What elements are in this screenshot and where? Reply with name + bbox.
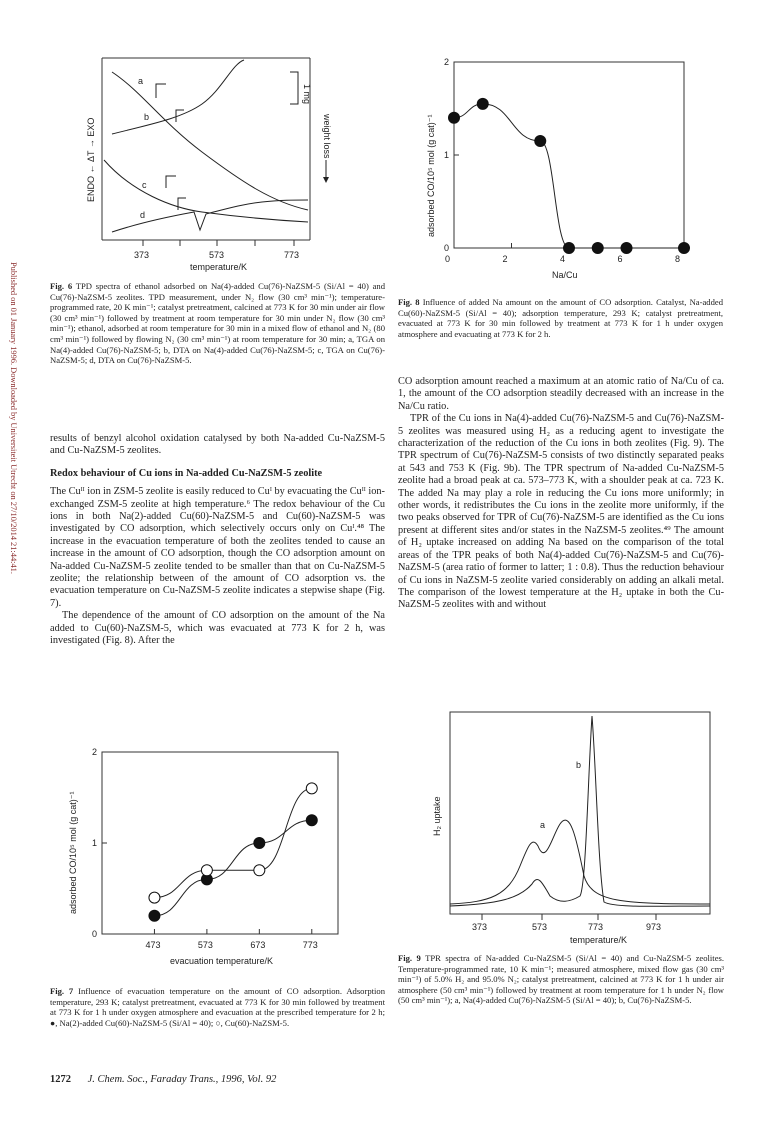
fig7-xtick-label: 773 — [302, 940, 318, 950]
fig7-ytick-label: 0 — [92, 929, 98, 939]
figure-9-caption — [398, 953, 724, 1006]
figure-6-plot — [72, 52, 372, 277]
fig7-caption-text: Influence of evacuation temperature on the amount of CO adsorption. Adsorption temperature, 293 K; catalyst pretreatment, evacuated at 773 K for 30 min followed by treatment at 773 K for 1 h under oxygen atmosphere and evacuation at the prescribed temperature for 2 h; ●, Na(2)-added Cu(60)-NaZSM-5 (Si/Al = 40); ○, Cu(60)-NaZSM-5. — [50, 986, 386, 1028]
download-notice-sidebar — [6, 262, 22, 1042]
fig9-tick-573: 573 — [532, 922, 548, 932]
figure-7 — [60, 744, 360, 966]
fig8-ytick-label: 2 — [444, 57, 450, 67]
right-col-para-2: TPR of the Cu ions in Na(4)-added Cu(76)-NaZSM-5 and Cu(76)-NaZSM-5 zeolites was measured using H₂ as a reducing agent to investigate the characterization of the reduction of the Cu ions in both zeolites (Fig. 9). The TPR spectrum of Cu(76)-NaZSM-5 consists of two distinctly separated peaks at 543 and 753 K (Fig. 9b). The TPR spectrum of Na-added Cu-NaZSM-5 zeolite had a broad peak at ca. 573–773 K, with a shoulder peak at ca. 723 K. The added Na may play a role in reducing the Cu ions more uniformly; in other words, it redistributes the Cu ions in the zeolite more uniformly, if the two peaks observed for TPR of Cu(76)-NaZSM-5 are identified as the Cu ions present at different sites and/or states in the NaZSM-5 zeolites.⁴⁹ The amount of H₂ uptake increased on adding Na based on the comparison of the total areas of the TPR peaks of both Na(4)-added Cu(76)-NaZSM-5 and Cu(76)-NaZSM-5 (area ratio of former to latter; 1 : 0.8). Thus the reduction behaviour of Cu ions in NaZSM-5 zeolite varied considerably on adding an alkali metal. The comparison of the lowest temperature at the H₂ uptake in both the Cu-NaZSM-5 zeolites with and without — [398, 413, 724, 611]
fig9-tick-773: 773 — [588, 922, 604, 932]
page-number: 1272 — [50, 1074, 71, 1085]
fig7-data-point — [149, 910, 160, 921]
fig7-xtick-label: 673 — [250, 940, 266, 950]
fig7-ytick-label: 1 — [92, 838, 98, 848]
fig8-xtick-label: 4 — [560, 254, 566, 264]
fig9-tick-373: 373 — [472, 922, 488, 932]
fig8-data-point — [621, 243, 632, 254]
fig7-data-point — [201, 865, 212, 876]
figure-9 — [420, 706, 720, 946]
fig8-xtick-label: 2 — [502, 254, 508, 264]
fig7-series-line — [154, 820, 311, 916]
fig8-data-point — [592, 243, 603, 254]
fig6-xlabel: temperature/K — [190, 262, 248, 272]
fig6-label-a: a — [138, 76, 144, 86]
fig7-data-point — [306, 783, 317, 794]
fig8-data-point — [477, 98, 488, 109]
fig9-ylabel: H₂ uptake — [432, 796, 442, 836]
fig6-caption-label: Fig. 6 — [50, 281, 73, 291]
figure-8 — [420, 52, 720, 282]
right-col-para-1: CO adsorption amount reached a maximum at an atomic ratio of Na/Cu of ca. 1, the amount of the CO adsorption steadily decreased with an increase in the Na/Cu ratio. — [398, 376, 724, 412]
fig6-tick-373: 373 — [134, 250, 150, 260]
fig7-caption-label: Fig. 7 — [50, 986, 74, 996]
fig8-ytick-label: 1 — [444, 150, 450, 160]
figure-6-caption — [50, 281, 385, 366]
fig8-ytick-label: 0 — [444, 243, 450, 253]
fig7-ytick-label: 2 — [92, 747, 98, 757]
figure-8-plot — [420, 52, 720, 282]
fig9-curve-a — [450, 820, 710, 904]
fig7-series-line — [154, 788, 311, 897]
download-notice-text: Published on 01 January 1996. Downloaded by Universiteit Utrecht on 27/10/2014 21:44:41. — [9, 262, 18, 574]
fig8-xtick-label: 0 — [445, 254, 451, 264]
fig7-ylabel: adsorbed CO/10⁵ mol (g cat)⁻¹ — [68, 791, 78, 914]
fig7-data-point — [254, 865, 265, 876]
fig8-ylabel: adsorbed CO/10⁵ mol (g cat)⁻¹ — [426, 114, 436, 237]
left-col-para-2: The dependence of the amount of CO adsorption on the amount of the Na added to Cu(60)-NaZSM-5, which was evacuated at 773 K for 2 h, was investigated (Fig. 8). After the — [50, 610, 385, 647]
fig6-tick-573: 573 — [209, 250, 225, 260]
fig8-caption-label: Fig. 8 — [398, 297, 420, 307]
fig6-label-b: b — [144, 112, 150, 122]
fig8-xlabel: Na/Cu — [552, 270, 578, 280]
fig6-caption-text: TPD spectra of ethanol adsorbed on Na(4)-added Cu(76)-NaZSM-5 (Si/Al = 40) and Cu(76)-NaZSM-5 zeolites. TPD measurement, under N₂ flow (30 cm³ min⁻¹); temperature-programmed rate, 20 K min⁻¹; catalyst pretreatment, calcined at 773 K for 30 min under air flow (30 cm³ min⁻¹) followed by treatment at room temperature for 30 min under N₂ flow (30 cm³ min⁻¹); ethanol, adsorbed at room temperature for 30 min in a mixed flow of ethanol and N₂ (80 cm³ min⁻¹) followed by flowing N₂ (30 cm³ min⁻¹) at room temperature for 30 min; a, TGA on Na(4)-added Cu(76)-NaZSM-5; b, DTA on Na(4)-added Cu(76)-NaZSM-5; c, TGA on Cu(76)-NaZSM-5; d, DTA on Cu(76)-NaZSM-5. — [50, 281, 385, 366]
journal-citation: J. Chem. Soc., Faraday Trans., 1996, Vol. 92 — [87, 1074, 277, 1085]
fig7-data-point — [306, 815, 317, 826]
fig8-xtick-label: 6 — [617, 254, 623, 264]
fig6-tick-773: 773 — [284, 250, 300, 260]
fig9-xlabel: temperature/K — [570, 935, 628, 945]
fig8-data-point — [679, 243, 690, 254]
fig9-caption-text: TPR spectra of Na-added Cu-NaZSM-5 (Si/Al = 40) and Cu-NaZSM-5 zeolites. Temperature-programmed rate, 10 K min⁻¹; measured atmosphere, mixed flow gas (30 cm³ min⁻¹) of 5.0% H₂ and 95.0% N₂; catalyst pretreatment, calcined at 773 K for 1 h under air atmosphere (50 cm³ min⁻¹) followed by treatment at room temperature for 1 h under N₂ flow (50 cm³ min⁻¹); a, Na(4)-added Cu(76)-NaZSM-5 (Si/Al = 40); b, Cu(76)-NaZSM-5. — [398, 953, 725, 1006]
fig8-data-point — [449, 112, 460, 123]
fig8-xtick-label: 8 — [675, 254, 681, 264]
fig7-xtick-label: 573 — [197, 940, 213, 950]
figure-9-plot — [420, 706, 720, 946]
left-column-text — [50, 433, 385, 648]
fig6-label-d: d — [140, 210, 146, 220]
fig6-ylabel-left: ENDO ← ΔT → EXO — [86, 117, 96, 202]
fig8-series-line — [454, 104, 684, 248]
right-column-text — [398, 376, 724, 612]
fig6-label-c: c — [142, 180, 147, 190]
fig6-curve-c — [104, 160, 308, 222]
page-footer — [50, 1074, 276, 1085]
fig7-data-point — [149, 892, 160, 903]
fig9-caption-label: Fig. 9 — [398, 953, 421, 963]
figure-7-plot — [60, 744, 360, 966]
fig6-curve-b — [112, 60, 244, 134]
fig8-data-point — [535, 136, 546, 147]
fig7-xtick-label: 473 — [145, 940, 161, 950]
fig7-xlabel: evacuation temperature/K — [170, 956, 274, 966]
fig8-caption-text: Influence of added Na amount on the amount of CO adsorption. Catalyst, Na-added Cu(60)-NaZSM-5 (Si/Al = 40); adsorption temperature, 293 K; catalyst pretreatment, evacuated at 773 K for 30 min followed by treatment at 773 K for 1 h under oxygen atmosphere and evacuating at 773 K for 2 h. — [398, 297, 724, 339]
fig9-label-a: a — [540, 820, 546, 830]
section-heading: Redox behaviour of Cu ions in Na-added Cu-NaZSM-5 zeolite — [50, 467, 323, 479]
fig7-data-point — [254, 838, 265, 849]
figure-8-caption — [398, 297, 723, 339]
fig6-scale-label: 1 mg — [302, 84, 312, 105]
left-col-para-1: The Cuᴵᴵ ion in ZSM-5 zeolite is easily reduced to Cuᴵ by evacuating the Cuᴵᴵ ion-exchanged ZSM-5 zeolite at high temperature.⁶ The redox behaviour of the Cu ions in both Na(2)-added Cu(60)-NaZSM-5 and Cu(60)-NaZSM-5 was investigated by CO adsorption, which selectively occurs only on Cuᴵ.⁴⁸ The increase in the evacuation temperature of both the zeolites tended to cause an increase in the amount of CO adsorption, though the CO adsorption amount on Na-added Cu-NaZSM-5 zeolite tended to be smaller than that on Cu-NaZSM-5 zeolite; the relationship between of the amount of CO adsorption vs. the evacuation temperature on Cu-NaZSM-5 zeolite indicates a stepwise shape (Fig. 7). — [50, 486, 385, 609]
left-col-top-para: results of benzyl alcohol oxidation catalysed by both Na-added Cu-NaZSM-5 and Cu-NaZSM-5 zeolites. — [50, 433, 385, 457]
fig9-tick-973: 973 — [646, 922, 662, 932]
fig8-data-point — [564, 243, 575, 254]
figure-7-caption — [50, 986, 385, 1028]
fig6-ylabel-right: weight loss — [322, 114, 332, 159]
figure-6 — [72, 52, 372, 277]
fig9-curve-b — [450, 716, 710, 906]
fig9-label-b: b — [576, 760, 582, 770]
